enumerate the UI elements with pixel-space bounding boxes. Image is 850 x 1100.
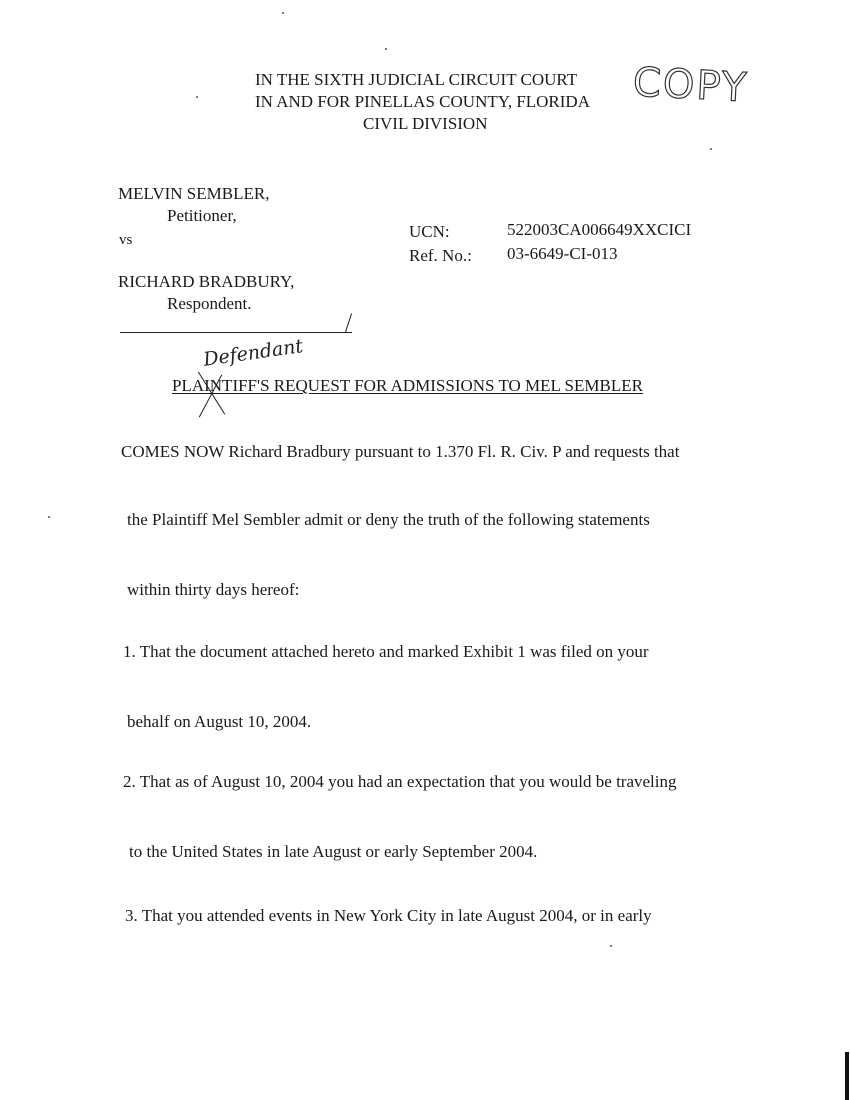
scan-speck xyxy=(48,516,50,518)
admission-item-1: 1. That the document attached hereto and marked Exhibit 1 was filed on your xyxy=(123,642,649,661)
scan-speck xyxy=(385,48,387,50)
document-title: PLAINTIFF'S REQUEST FOR ADMISSIONS TO MEL SEMBLER xyxy=(172,376,643,395)
court-division: CIVIL DIVISION xyxy=(363,114,488,133)
body-line: COMES NOW Richard Bradbury pursuant to 1.370 Fl. R. Civ. P and requests that xyxy=(121,442,680,461)
admission-item-2-continued: to the United States in late August or early September 2004. xyxy=(129,842,538,861)
admission-item-3: 3. That you attended events in New York City in late August 2004, or in early xyxy=(125,906,652,925)
caption-rule-slash xyxy=(345,313,352,332)
body-line: the Plaintiff Mel Sembler admit or deny the truth of the following statements xyxy=(127,510,650,529)
copy-stamp: COPY xyxy=(631,59,750,112)
body-line: within thirty days hereof: xyxy=(127,580,300,599)
scan-speck xyxy=(710,148,712,150)
petitioner-role: Petitioner, xyxy=(167,206,237,225)
admission-item-1-continued: behalf on August 10, 2004. xyxy=(127,712,312,731)
scan-speck xyxy=(610,945,612,947)
ucn-value: 522003CA006649XXCICI xyxy=(507,220,692,239)
caption-rule xyxy=(120,332,352,333)
court-name-line1: IN THE SIXTH JUDICIAL CIRCUIT COURT xyxy=(255,70,578,89)
respondent-name: RICHARD BRADBURY, xyxy=(118,272,295,291)
admission-item-2: 2. That as of August 10, 2004 you had an expectation that you would be traveling xyxy=(123,772,677,791)
ref-number-value: 03-6649-CI-013 xyxy=(507,244,618,263)
scan-speck xyxy=(282,12,284,14)
scan-speck xyxy=(196,96,198,98)
handwritten-correction: Defendant xyxy=(201,335,305,371)
scan-edge-mark xyxy=(845,1052,849,1100)
petitioner-name: MELVIN SEMBLER, xyxy=(118,184,270,203)
versus-label: vs xyxy=(119,232,133,248)
respondent-role: Respondent. xyxy=(167,294,252,313)
ucn-label: UCN: xyxy=(409,222,450,241)
ref-number-label: Ref. No.: xyxy=(409,246,472,265)
court-name-line2: IN AND FOR PINELLAS COUNTY, FLORIDA xyxy=(255,92,590,111)
